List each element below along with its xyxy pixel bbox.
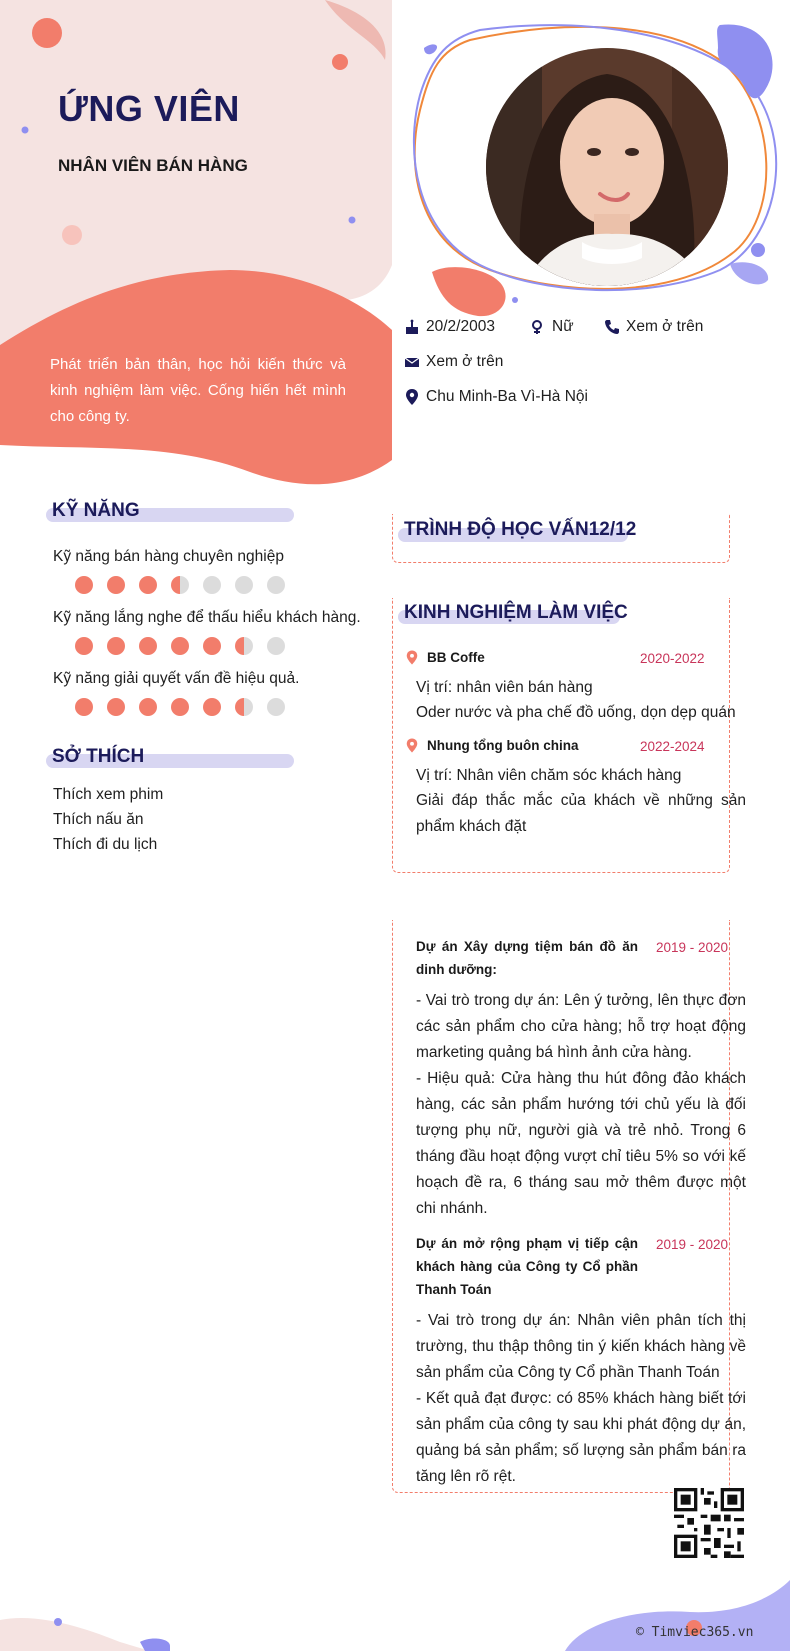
job-position: Vị trí: Nhân viên chăm sóc khách hàng bbox=[416, 767, 682, 784]
skill-rating-dot bbox=[203, 698, 221, 716]
skill-rating-dot bbox=[235, 698, 253, 716]
skill-rating-dot bbox=[75, 637, 93, 655]
skill-rating-dot bbox=[267, 698, 285, 716]
career-objective: Phát triển bản thân, học hỏi kiến thức và kinh nghiệm làm việc. Cống hiến hết mình cho công ty. bbox=[50, 356, 346, 425]
birthday-value: 20/2/2003 bbox=[426, 318, 495, 335]
hobby-item: Thích nấu ăn bbox=[53, 811, 144, 828]
skill-rating-dot bbox=[139, 698, 157, 716]
hobby-item: Thích đi du lịch bbox=[53, 836, 158, 853]
skill-rating-dot bbox=[235, 576, 253, 594]
skill-rating-dot bbox=[171, 698, 189, 716]
job-company-name: BB Coffe bbox=[427, 650, 485, 665]
project-description: - Vai trò trong dự án: Nhân viên phân tích thị trường, thu thập thông tin ý kiến khách hàng về sản phẩm của Công ty Cổ phần Thanh Toán - Kết quả đạt được: có 85% khách hàng biết tới sản phẩm của công ty sau khi phát động dự án, quảng bá sản phẩm; số lượng sản phẩm bán ra tăng lên rõ rệt. bbox=[416, 1312, 746, 1485]
location-pin-icon bbox=[404, 388, 420, 406]
job-time: 2020-2022 bbox=[640, 651, 705, 666]
gender-icon bbox=[530, 319, 546, 335]
location-pin-icon bbox=[405, 649, 419, 666]
skill-rating-dot bbox=[75, 698, 93, 716]
phone-icon bbox=[604, 319, 620, 335]
phone-row bbox=[604, 318, 703, 336]
skills-section-title: KỸ NĂNG bbox=[52, 500, 140, 521]
skill-name: Kỹ năng lắng nghe để thấu hiểu khách hàng. bbox=[53, 609, 361, 626]
skill-rating-dot bbox=[139, 637, 157, 655]
project-time: 2019 - 2020 bbox=[656, 940, 729, 955]
skill-rating bbox=[75, 576, 285, 594]
footer-copyright: © Timviec365.vn bbox=[636, 1625, 754, 1640]
skill-rating-dot bbox=[107, 698, 125, 716]
hobbies-section-title: SỞ THÍCH bbox=[52, 746, 145, 767]
address-value: Chu Minh-Ba Vì-Hà Nội bbox=[426, 388, 588, 405]
job-company bbox=[405, 737, 578, 754]
email-value: Xem ở trên bbox=[426, 353, 504, 370]
qr-code-icon bbox=[674, 1488, 744, 1558]
skill-rating-dot bbox=[203, 576, 221, 594]
gender-row bbox=[530, 318, 574, 336]
skill-rating-dot bbox=[171, 637, 189, 655]
job-company bbox=[405, 649, 485, 666]
job-description: Giải đáp thắc mắc của khách về những sản phẩm khách đặt bbox=[416, 792, 746, 835]
skill-rating-dot bbox=[107, 576, 125, 594]
skill-rating-dot bbox=[171, 576, 189, 594]
cake-icon bbox=[404, 319, 420, 335]
job-description: Oder nước và pha chế đồ uống, dọn dẹp quán bbox=[416, 704, 736, 721]
hobby-item: Thích xem phim bbox=[53, 786, 164, 803]
education-section-title: TRÌNH ĐỘ HỌC VẤN12/12 bbox=[404, 519, 637, 540]
skill-rating-dot bbox=[267, 637, 285, 655]
skill-rating bbox=[75, 637, 285, 655]
envelope-icon bbox=[404, 354, 420, 370]
skill-rating-dot bbox=[107, 637, 125, 655]
skill-name: Kỹ năng bán hàng chuyên nghiệp bbox=[53, 548, 284, 565]
job-company-name: Nhung tổng buôn china bbox=[427, 738, 579, 753]
skill-rating-dot bbox=[267, 576, 285, 594]
project-description: - Vai trò trong dự án: Lên ý tưởng, lên thực đơn các sản phẩm cho cửa hàng; hỗ trợ hoạt động marketing quảng bá hình ảnh cửa hàng. - Hiệu quả: Cửa hàng thu hút đông đảo khách hàng, các sản phẩm hướng tới chủ yếu là đối tượng phụ nữ, người già và trẻ nhỏ. Trong 6 tháng đầu hoạt động vượt chỉ tiêu 5% so với kế hoạch đề ra, 6 tháng sau mở thêm được một chi nhánh. bbox=[416, 992, 746, 1217]
job-position: Vị trí: nhân viên bán hàng bbox=[416, 679, 593, 696]
skill-name: Kỹ năng giải quyết vấn đề hiệu quả. bbox=[53, 670, 300, 687]
job-time: 2022-2024 bbox=[640, 739, 705, 754]
avatar bbox=[482, 44, 732, 290]
project-title: Dự án mở rộng phạm vị tiếp cận khách hàng của Công ty Cổ phần Thanh Toán bbox=[416, 1236, 638, 1297]
birthday-row bbox=[404, 318, 495, 336]
address-row bbox=[404, 388, 588, 406]
experience-section-title: KINH NGHIỆM LÀM VIỆC bbox=[404, 602, 628, 623]
gender-value: Nữ bbox=[552, 318, 574, 335]
skill-rating-dot bbox=[75, 576, 93, 594]
project-time: 2019 - 2020 bbox=[656, 1237, 729, 1252]
candidate-name: ỨNG VIÊN bbox=[58, 88, 240, 129]
skill-rating-dot bbox=[139, 576, 157, 594]
skill-rating bbox=[75, 698, 285, 716]
job-title: NHÂN VIÊN BÁN HÀNG bbox=[58, 156, 248, 175]
project-title: Dự án Xây dựng tiệm bán đồ ăn dinh dưỡng: bbox=[416, 939, 638, 977]
phone-value: Xem ở trên bbox=[626, 318, 704, 335]
skill-rating-dot bbox=[235, 637, 253, 655]
location-pin-icon bbox=[405, 737, 419, 754]
skill-rating-dot bbox=[203, 637, 221, 655]
email-row bbox=[404, 353, 503, 371]
